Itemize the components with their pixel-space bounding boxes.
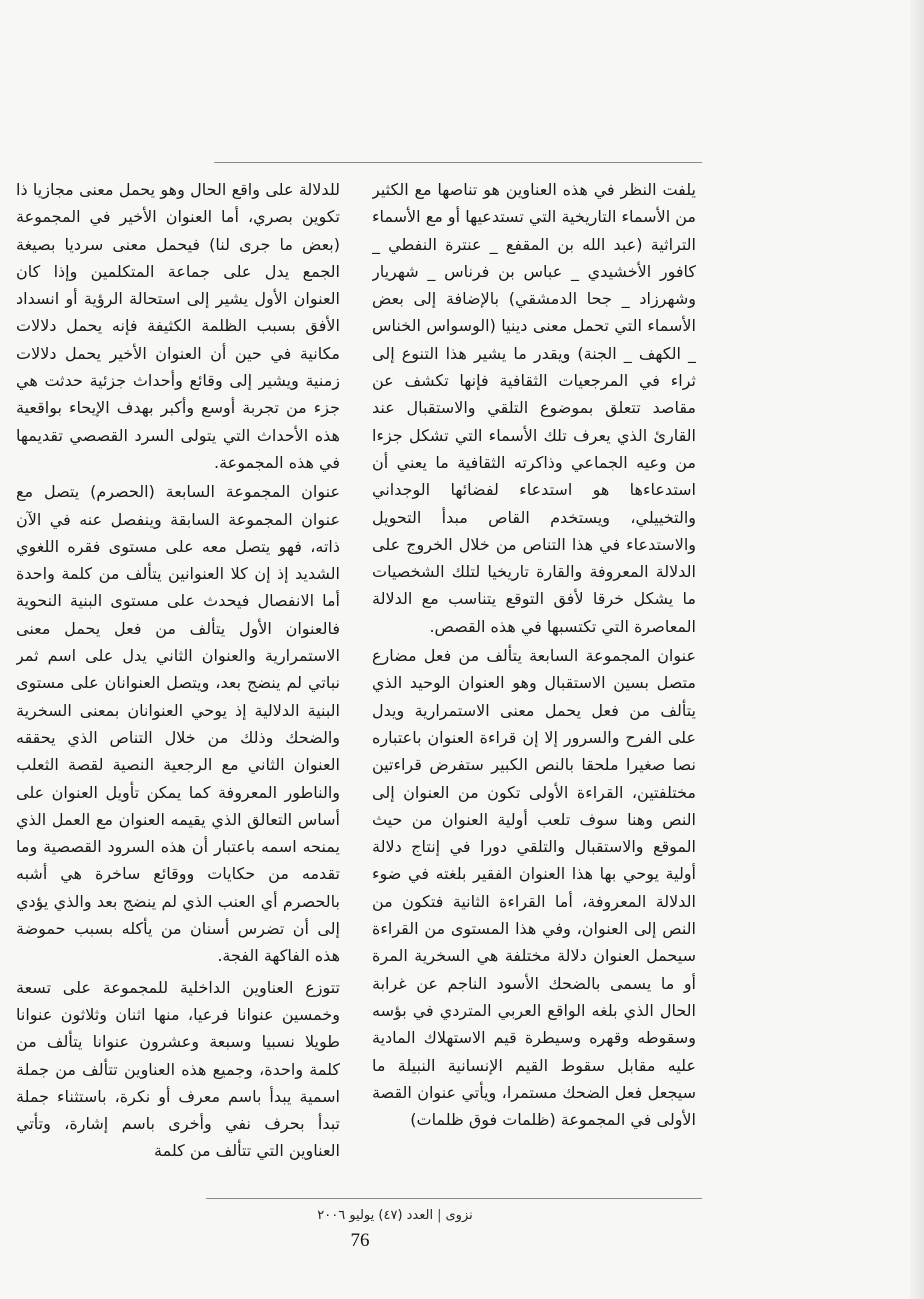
text-column-left bbox=[16, 176, 340, 1192]
bottom-rule bbox=[206, 1198, 702, 1199]
running-footer bbox=[230, 1208, 560, 1223]
text-column-right bbox=[372, 176, 696, 1192]
paragraph: تتوزع العناوين الداخلية للمجموعة على تسعة وخمسين عنوانا فرعيا، منها اثنان وثلاثون عنوانا طويلا نسبيا وسبعة وعشرون عنوانا يتألف من كلمة واحدة، وجميع هذه العناوين تتألف من جملة اسمية يبدأ باسم معرف أو نكرة، باستثناء جملة تبدأ بحرف نفي وأخرى باسم إشارة، وتأتي العناوين التي تتألف من كلمة bbox=[16, 977, 340, 1161]
footer-separator: | bbox=[437, 1208, 442, 1223]
paragraph: يلفت النظر في هذه العناوين هو تناصها مع الكثير من الأسماء التاريخية التي تستدعيها أو مع الأسماء التراثية (عبد الله بن المقفع _ عنترة النفطي _ كافور الأخشيدي _ عباس بن فرناس _ شهريار وشهرزاد _ جحا الدمشقي) بالإضافة إلى بعض الأسماء التي تحمل معنى دينيا (الوسواس الخناس _ الكهف _ الجنة) ويقدر ما يشير هذا التنوع إلى ثراء في المرجعيات الثقافية فإنها تكشف عن مقاصد تتعلق بموضوع التلقي والاستقبال عند القارئ الذي يعرف تلك الأسماء التي تشكل جزءا من وعيه الجماعي وذاكرته الثقافية ما يعني أن استدعاءها هو استدعاء لفضائها الوجداني والتخييلي، ويستخدم القاص مبدأ التحويل والاستدعاء في هذا التناص من خلال الخروج على الدلالة المعروفة والقارة تاريخيا لتلك الشخصيات ما يشكل خرقا لأفق التوقع يتناسب مع الدلالة المعاصرة التي تكتسبها في هذه القصص. bbox=[372, 180, 696, 636]
top-rule bbox=[214, 162, 702, 163]
issue-info: العدد (٤٧) يوليو ٢٠٠٦ bbox=[317, 1208, 434, 1223]
page-edge-shadow bbox=[910, 0, 924, 1299]
page-number: 76 bbox=[350, 1230, 370, 1251]
paragraph: للدلالة على واقع الحال وهو يحمل معنى مجازيا ذا تكوين بصري، أما العنوان الأخير في المجموعة (بعض ما جرى لنا) فيحمل معنى سرديا بصيغة الجمع يدل على جماعة المتكلمين وإذا كان العنوان الأول يشير إلى استحالة الرؤية أو انسداد الأفق بسبب الظلمة الكثيفة فإنه يحمل دلالات مكانية في حين أن العنوان الأخير يحمل دلالات زمنية ويشير إلى وقائع وأحداث جزئية حدثت هي جزء من تجربة أوسع وأكبر بهدف الإيحاء بواقعية هذه الأحداث التي يتولى السرد القصصي تقديمها في هذه المجموعة. bbox=[16, 180, 340, 472]
paragraph: عنوان المجموعة السابعة (الحصرم) يتصل مع عنوان المجموعة السابقة وينفصل عنه في الآن ذاته، فهو يتصل معه على مستوى فقره اللغوي الشديد إذ إن كلا العنوانين يتألف من كلمة واحدة أما الانفصال فيحدث على مستوى البنية النحوية فالعنوان الأول يتألف من فعل يحمل معنى الاستمرارية والعنوان الثاني يدل على اسم ثمر نباتي لم ينضج بعد، ويتصل العنوانان على مستوى البنية الدلالية إذ يوحي العنوانان بمعنى السخرية والضحك وذلك من خلال التناص الذي يحققه العنوان الثاني مع الرجعية النصية لقصة الثعلب والناطور المعروفة كما يمكن تأويل العنوان على أساس التعالق الذي يقيمه العنوان مع العمل الذي يمنحه اسمه باعتبار أن هذه السرود القصصية وما تقدمه من حكايات ووقائع ساخرة هي أشبه بالحصرم أي العنب الذي لم ينضج بعد والذي يؤدي إلى أن تضرس أسنان من يأكله بسبب حموضة هذه الفاكهة الفجة. bbox=[16, 482, 340, 966]
paragraph: عنوان المجموعة السابعة يتألف من فعل مضارع متصل بسين الاستقبال وهو العنوان الوحيد الذي يتألف من فعل يحمل معنى الاستمرارية ويدل على الفرح والسرور إلا إن قراءة العنوان باعتباره نصا صغيرا ملحقا بالنص الكبير ستفرض قراءتين مختلفتين، القراءة الأولى تكون من العنوان إلى النص وهنا سوف تلعب أولية العنوان من حيث الموقع والاستقبال والتلقي دورا في إنتاج دلالة أولية يوحي بها هذا العنوان الفقير بلغته في ضوء الدلالة المعروفة، أما القراءة الثانية فتكون من النص إلى العنوان، وفي هذا المستوى من القراءة سيحمل العنوان دلالة مختلفة هي السخرية المرة أو ما يسمى بالضحك الأسود الناجم عن غرابة الحال الذي بلغه الواقع العربي المتردي في بؤسه وسقوطه وقهره وسيطرة قيم الاستهلاك المادية عليه مقابل سقوط القيم الإنسانية النبيلة ما سيجعل فعل الضحك مستمرا، ويأتي عنوان القصة الأولى في المجموعة (ظلمات فوق ظلمات) bbox=[372, 646, 696, 1130]
magazine-name: نزوى bbox=[445, 1208, 473, 1223]
